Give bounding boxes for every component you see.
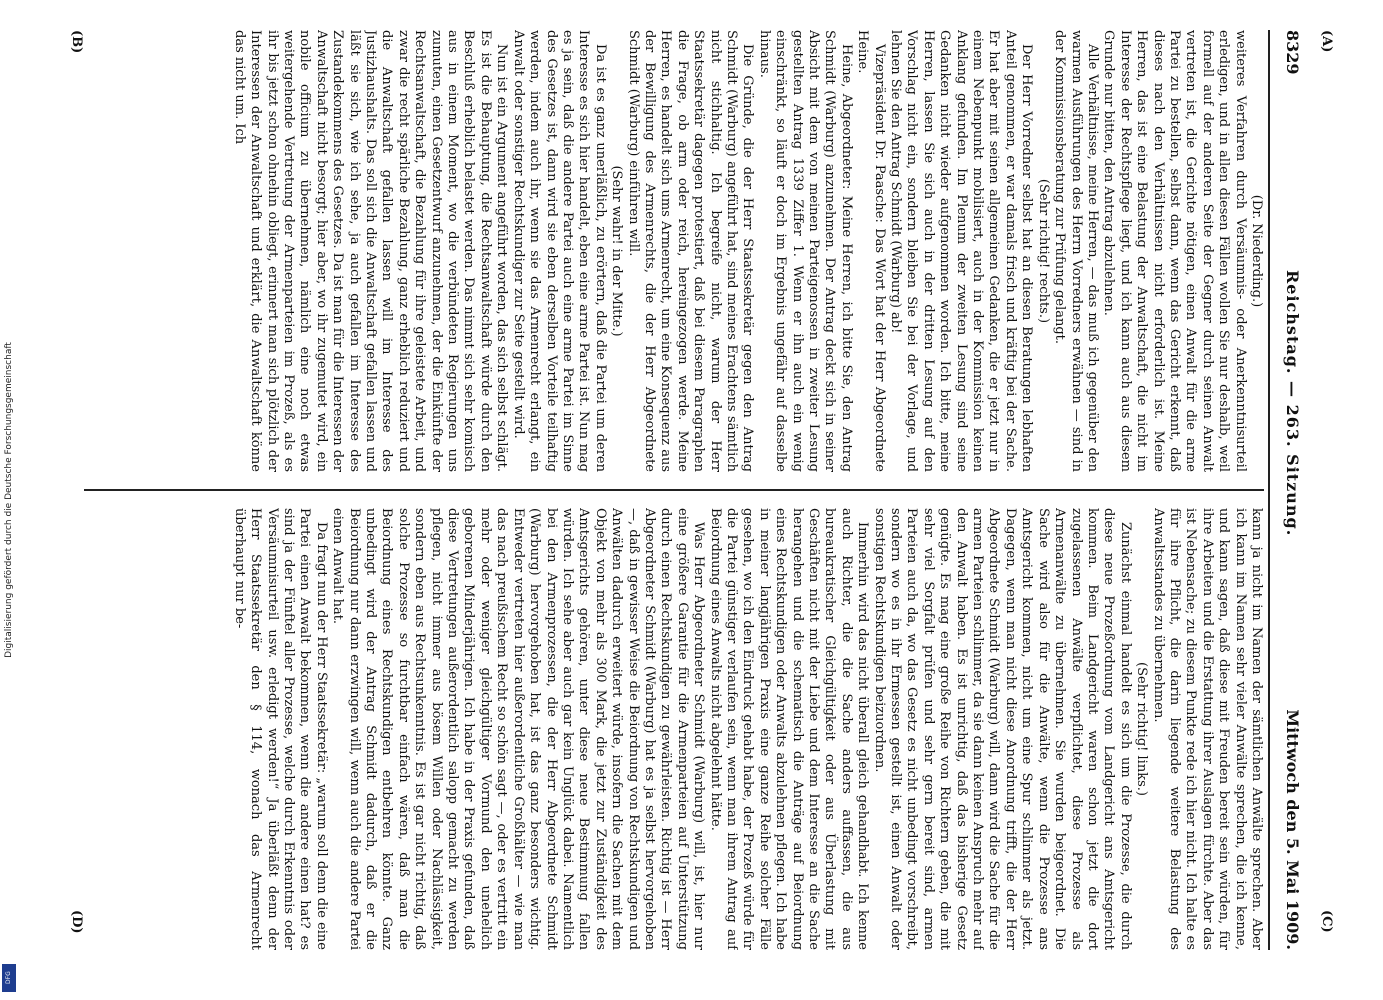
session-title: Reichstag. — 263. Sitzung. xyxy=(1283,270,1302,537)
margin-mark-c: (C) xyxy=(1319,910,1334,933)
interjection: (Sehr richtig! rechts.) xyxy=(1035,178,1051,324)
margin-mark-b: (B) xyxy=(69,30,84,54)
paragraph: kann ja nicht im Namen der sämtlichen Anwälte sprechen. Aber ich kann im Namen sehr vieler Anwälte sprechen, die ich kenne, und kann sagen, daß diese mit Freuden bereit sein würden, für ihre Arbeiten und die Erstattung ihrer Auslagen fürchte. Aber das ist Nebensache; zu diesem Punkte rede ich hier nicht. Ich halte es für ihre Pflicht, die darin liegende weitere Belastung des Anwaltsstandes zu übernehmen. xyxy=(1150,508,1264,950)
paragraph: Zunächst einmal handelt es sich um die Prozesse, die durch diese neue Prozeßordnung vom Landgericht ans Amtsgericht kommen. Beim Landgericht waren schon jetzt die dort zugelassenen Anwälte verpflichtet, diese Prozesse als Armenanwälte zu übernehmen. Sie wurden beigeordnet. Die Sache wird also für die Anwälte, wenn die Prozesse ans Amtsgericht kommen, nicht um eine Spur schlimmer als jetzt. Dagegen, wenn man nicht diese Anordnung trifft, die der Herr Abgeordnete Schmidt (Warburg) will, dann wird die Sache für die armen Parteien schlimmer, da sie dann keinen Anspruch mehr auf den Anwalt haben. Es ist unrichtig, daß das bisherige Gesetz genügte. Es mag eine große Reihe von Richtern geben, die mit sehr viel Sorgfalt prüfen und sehr gern bereit sind, armen Parteien auch da, wo das Gesetz es nicht unbedingt vorschreibt, sondern wo es in ihr Ermessen gestellt ist, einen Anwalt oder sonstigen Rechtskundigen beizuordnen. xyxy=(871,508,1133,950)
right-text-column xyxy=(84,508,1264,950)
page-number: 8329 xyxy=(1283,30,1302,75)
paragraph: Was Herr Abgeordneter Schmidt (Warburg) will, ist, hier nur eine größere Garantie für die Armenparteien auf Unterstützung durch einen Rechtskundigen zu gewährleisten. Richtig ist — Herr Abgeordneter Schmidt (Warburg) hat es ja selbst hervorgehoben —, daß in gewisser Weise die Beiordnung von Rechtskundigen und Anwälten dadurch erweitert würde, insofern die Sachen mit dem Objekt von mehr als 300 Mark, die jetzt zur Zuständigkeit des Amtsgerichts gehören, unter diese neue Bestimmung fallen würden. Ich sehe aber auch gar kein Unglück dabei. Namentlich bei den Armenprozessen, die der Herr Abgeordnete Schmidt (Warburg) hervorgehoben hat, ist das ganz besonders wichtig. Entweder vertreten hier außerordentliche Großhälter — wie man das nach preußischem Recht so schön sagt —, oder es vertritt ein mehr oder weniger gleichgültiger Vormund den unehelich geborenen Minderjährigen. Ich habe in der Praxis gefunden, daß diese Vertretungen außerordentlich salopp gemacht zu werden pflegen, nicht immer aus bösem Willen oder Nachlässigkeit, sondern eben aus Rechtsunkenntnis. Es ist gar nicht richtig, daß solche Prozesse so furchtbar einfach wären, daß man die Beiordnung eines Rechtskundigen entbehren könnte. Ganz unbedingt wird der Antrag Schmidt dadurch, daß er die Beiordnung nur dann erzwingen will, wenn auch die andere Partei einen Anwalt hat. xyxy=(330,508,707,950)
interjection: (Sehr richtig! links.) xyxy=(1134,662,1150,796)
left-text-column xyxy=(84,30,1264,472)
digitization-credit-text: Digitalisierung gefördert durch die Deutsche Forschungsgemeinschaft xyxy=(4,342,14,658)
speaker-label: (Dr. Niederding.) xyxy=(1249,194,1264,308)
margin-mark-d: (D) xyxy=(69,910,84,934)
paragraph: Da ist es ganz unerläßlich, zu erörtern, daß die Partei um deren Interesse es sich hier handelt, eben eine arme Partei ist. Nun mag es ja sein, daß die andere Partei auch eine arme Partei im Sinne des Gesetzes ist, dann wird sie eben derselben Vorteile teilhaftig werden, indem auch ihr, wenn sie das Armenrecht erlangt, ein Anwalt oder sonstiger Rechtskundiger zur Seite gestellt wird. xyxy=(510,30,608,472)
paragraph: Der Herr Vorredner selbst hat an diesen Beratungen lebhaften Anteil genommen, er war damals frisch und kräftig bei der Sache. Er hat aber mit seinen allgemeinen Gedanken, die er jetzt nur in einem Nebenpunkt mobilisiert, auch in der Kommission keinen Anklang gefunden. Im Plenum der zweiten Lesung sind seine Gedanken nicht wieder aufgenommen worden. Ich bitte, meine Herren, lassen Sie sich auch in der dritten Lesung auf den Vorschlag nicht ein, sondern bleiben Sie bei der Vorlage, und lehnen Sie den Antrag Schmidt (Warburg) ab! xyxy=(888,30,1035,472)
paragraph: Da fragt nun der Herr Staatssekretär: „warum soll denn die eine Partei einen Anwalt bekommen, wenn die andere einen hat? es sind ja der Fünftel aller Prozesse, welche durch Erkenntnis oder Versäumnisurteil usw. erledigt werden!“ Ja überläßt denn der Herr Staatssekretär den § 114, wonach das Armenrecht überhaupt nur be- xyxy=(231,508,329,950)
scanned-page xyxy=(69,30,1334,950)
paragraph: Heine, Abgeordneter: Meine Herren, ich bitte Sie, den Antrag Schmidt (Warburg) anzunehmen. Der Antrag deckt sich in seiner Absicht mit dem von meinen Parteigenossen in zweiter Lesung gestellten Antrag 1339 Ziffer 1. Wenn er ihn auch ein wenig einschränkt, so läuft er doch im Ergebnis ungefähr auf dasselbe hinaus. xyxy=(756,30,854,472)
dfg-logo: DFG xyxy=(2,964,16,992)
margin-mark-a: (A) xyxy=(1319,30,1334,53)
digitization-credit-strip xyxy=(0,0,18,1000)
session-date: Mittwoch den 5. Mai 1909. xyxy=(1283,709,1302,950)
paragraph: Immerhin wird das nicht überall gleich gehandhabt. Ich kenne auch Richter, die die Sache anders auffassen, die aus bureaukratischer Gleichgültigkeit oder aus Überlastung mit Geschäften nicht mit der Liebe und dem Interesse an die Sache herangehen und die schematisch die Anträge auf Beiordnung eines Rechtskundigen oder Anwalts abzulehnen pflegen. Ich habe in meiner langjährigen Praxis eine ganze Reihe solcher Fälle gesehen, wo ich den Eindruck gehabt habe, der Prozeß würde für die Partei günstiger verlaufen sein, wenn man ihrem Antrag auf Beiordnung eines Anwalts nicht abgelehnt hätte. xyxy=(707,508,871,950)
page-header xyxy=(1268,30,1310,950)
paragraph: Vizepräsident Dr. Paasche: Das Wort hat der Herr Abgeordnete Heine. xyxy=(855,30,887,472)
column-divider xyxy=(84,489,1264,491)
paragraph: weiteres Verfahren durch Versäumnis- oder Anerkenntnisurteil erledigen, und in allen diesen Fällen wollen Sie nur deshalb, weil formell auf der anderen Seite der Gegner durch seinen Anwalt vertreten ist, die Gerichte nötigen, einen Anwalt für die arme Partei zu bestellen, selbst dann, wenn das Gericht erkennt, daß dieses nach den Verhältnissen nicht erforderlich ist. Meine Herren, das ist eine Belastung der Anwaltschaft, die nicht im Interesse der Rechtspflege liegt, und ich kann auch aus diesem Grunde nur bitten, den Antrag abzulehnen. xyxy=(1101,30,1248,472)
paragraph: Alle Verhältnisse, meine Herren, — das muß ich gegenüber den warmen Ausführungen des Herrn Vorredners erwähnen — sind in der Kommissionsberatung zur Prüfung gelangt. xyxy=(1052,30,1100,472)
paragraph: Die Gründe, die der Herr Staatssekretär gegen den Antrag Schmidt (Warburg) angeführt hat, sind meines Erachtens sämtlich nicht stichhaltig. Ich begreife nicht, warum der Herr Staatssekretär dagegen protestiert, daß bei diesem Paragraphen die Frage, ob arm oder reich, hereingezogen werde. Meine Herren, es handelt sich ums Armenrecht, um eine Konsequenz aus der Bewilligung des Armenrechts, die der Herr Abgeordnete Schmidt (Warburg) einführen will. xyxy=(625,30,756,472)
paragraph: Nun ist ein Argument angeführt worden, das sich selbst schlägt. Es ist die Behauptung, die Rechtsanwaltschaft würde durch den Beschluß erheblich belastet werden. Das nimmt sich sehr komisch aus in einem Moment, wo die verbündeten Regierungen uns zumuten, einen Gesetzentwurf anzunehmen, der die Einkünfte der Rechtsanwaltschaft, die Bezahlung für ihre geleistete Arbeit, und zwar die recht spärliche Bezahlung, ganz erheblich reduziert und die Anwaltschaft gefallen lassen will im Interesse des Justizhaushalts. Das soll sich die Anwaltschaft gefallen lassen und läßt sie sich, wie ich sehe, ja auch gefallen im Interesse des Zustandekommens des Gesetzes. Da ist man für die Interessen der Anwaltschaft nicht besorgt; hier aber, wo ihr zugemutet wird, ein nobile officium zu übernehmen, nämlich eine noch etwas weitergehende Vertretung der Armenparteien im Prozeß, als es ihr bis jetzt schon ohnehin obliegt, erinnert man sich plötzlich der Interessen der Anwaltschaft und erklärt, die Anwaltschaft könne das nicht um. Ich xyxy=(231,30,510,472)
interjection: (Sehr wahr! in der Mitte.) xyxy=(609,165,625,337)
